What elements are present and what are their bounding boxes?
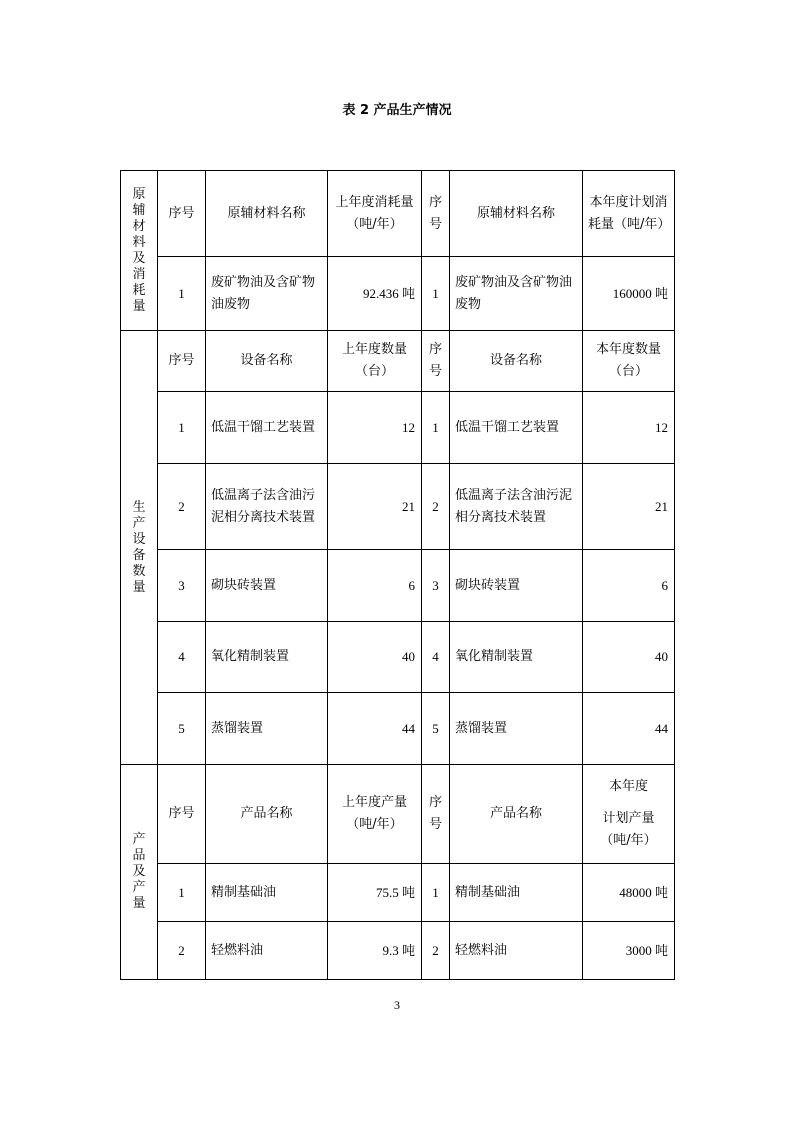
row-seq: 1 <box>158 257 206 331</box>
table-row <box>121 922 675 980</box>
row-last: 21 <box>328 464 422 550</box>
row-name: 轻燃料油 <box>206 922 328 980</box>
table-row <box>121 693 675 765</box>
row-seq: 5 <box>158 693 206 765</box>
row-seq: 3 <box>158 550 206 622</box>
row-last: 40 <box>328 622 422 693</box>
table-row <box>121 622 675 693</box>
row-name2: 低温干馏工艺装置 <box>450 392 583 464</box>
header-this-year: 本年度计划消耗量（吨/年） <box>583 171 675 257</box>
row-seq: 2 <box>158 922 206 980</box>
header-last-year: 上年度产量（吨/年） <box>328 765 422 864</box>
row-name: 低温离子法含油污泥相分离技术装置 <box>206 464 328 550</box>
header-this-year: 本年度数量（台） <box>583 331 675 392</box>
row-name2: 蒸馏装置 <box>450 693 583 765</box>
page-number: 3 <box>394 998 400 1012</box>
row-seq2: 3 <box>422 550 450 622</box>
table-row <box>121 464 675 550</box>
row-name: 精制基础油 <box>206 864 328 922</box>
header-seq: 序号 <box>158 171 206 257</box>
row-name2: 精制基础油 <box>450 864 583 922</box>
header-this-year-line2: 计划产量（吨/年） <box>600 811 657 848</box>
row-name2: 氧化精制装置 <box>450 622 583 693</box>
row-name2: 废矿物油及含矿物油废物 <box>450 257 583 331</box>
header-seq: 序号 <box>158 765 206 864</box>
header-this-year <box>583 765 675 864</box>
row-seq2: 1 <box>422 864 450 922</box>
equipment-header-row <box>121 331 675 392</box>
row-name: 蒸馏装置 <box>206 693 328 765</box>
header-this-year-line1: 本年度 <box>608 779 648 794</box>
header-last-year: 上年度数量（台） <box>328 331 422 392</box>
row-plan: 160000 吨 <box>583 257 675 331</box>
header-name: 原辅材料名称 <box>206 171 328 257</box>
row-seq2: 1 <box>422 392 450 464</box>
row-seq: 2 <box>158 464 206 550</box>
header-name2: 产品名称 <box>450 765 583 864</box>
header-last-year: 上年度消耗量（吨/年） <box>328 171 422 257</box>
table-row <box>121 257 675 331</box>
row-name2: 低温离子法含油污泥相分离技术装置 <box>450 464 583 550</box>
row-last: 9.3 吨 <box>328 922 422 980</box>
table-title: 表 2 产品生产情况 <box>342 103 452 118</box>
row-name: 氧化精制装置 <box>206 622 328 693</box>
header-name2: 原辅材料名称 <box>450 171 583 257</box>
row-last: 6 <box>328 550 422 622</box>
products-header-row <box>121 765 675 864</box>
row-seq2: 2 <box>422 922 450 980</box>
table-row <box>121 864 675 922</box>
row-plan: 12 <box>583 392 675 464</box>
row-plan: 21 <box>583 464 675 550</box>
row-seq: 1 <box>158 392 206 464</box>
header-seq2: 序号 <box>422 331 450 392</box>
row-last: 12 <box>328 392 422 464</box>
row-name2: 轻燃料油 <box>450 922 583 980</box>
row-plan: 48000 吨 <box>583 864 675 922</box>
materials-section-label: 原辅材料及消耗量 <box>121 171 158 331</box>
equipment-section-label: 生产设备数量 <box>121 331 158 765</box>
row-seq: 4 <box>158 622 206 693</box>
row-name: 砌块砖装置 <box>206 550 328 622</box>
row-name2: 砌块砖装置 <box>450 550 583 622</box>
header-name: 产品名称 <box>206 765 328 864</box>
materials-header-row <box>121 171 675 257</box>
row-plan: 40 <box>583 622 675 693</box>
row-last: 92.436 吨 <box>328 257 422 331</box>
row-seq: 1 <box>158 864 206 922</box>
products-section-label: 产品及产量 <box>121 765 158 980</box>
row-plan: 6 <box>583 550 675 622</box>
header-seq2: 序号 <box>422 765 450 864</box>
row-name: 低温干馏工艺装置 <box>206 392 328 464</box>
row-last: 75.5 吨 <box>328 864 422 922</box>
production-table <box>120 170 675 980</box>
row-plan: 3000 吨 <box>583 922 675 980</box>
header-name2: 设备名称 <box>450 331 583 392</box>
row-seq2: 1 <box>422 257 450 331</box>
header-seq2: 序号 <box>422 171 450 257</box>
row-name: 废矿物油及含矿物油废物 <box>206 257 328 331</box>
header-name: 设备名称 <box>206 331 328 392</box>
row-last: 44 <box>328 693 422 765</box>
row-seq2: 2 <box>422 464 450 550</box>
row-seq2: 4 <box>422 622 450 693</box>
table-row <box>121 550 675 622</box>
row-plan: 44 <box>583 693 675 765</box>
header-seq: 序号 <box>158 331 206 392</box>
table-row <box>121 392 675 464</box>
row-seq2: 5 <box>422 693 450 765</box>
